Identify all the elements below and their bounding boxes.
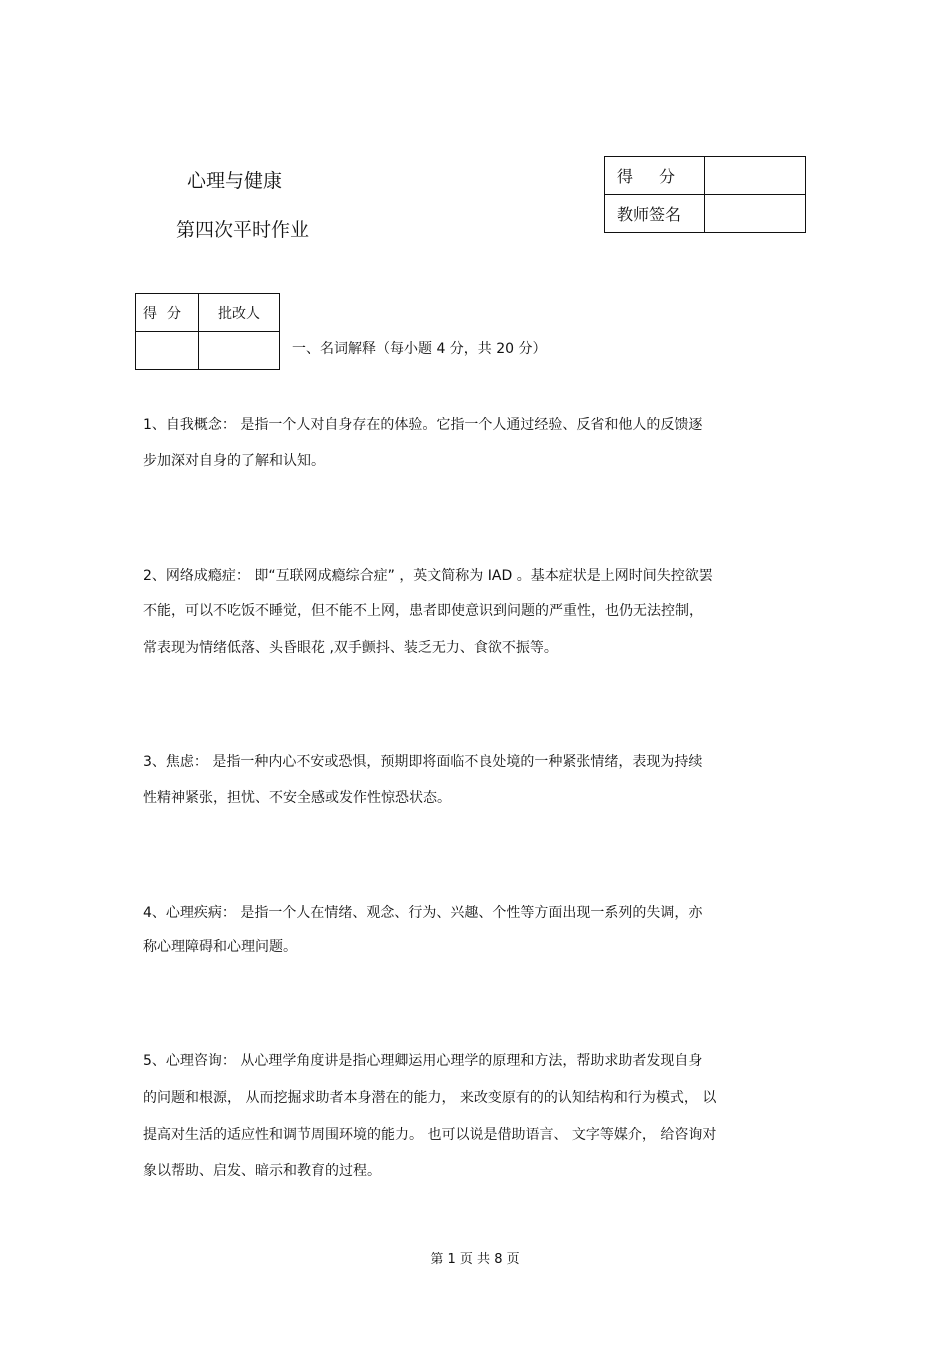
item-5-line-2: 的问题和根源， 从而挖掘求助者本身潜在的能力， 来改变原有的的认知结构和行为模式， 以 xyxy=(143,1090,717,1106)
item-3-line-1: 3、焦虑： 是指一种内心不安或恐惧，预期即将面临不良处境的一种紧张情绪，表现为持续 xyxy=(143,754,703,770)
signature-row xyxy=(605,195,806,233)
grader-value-row xyxy=(136,332,280,370)
grader-label-cell: 批改人 xyxy=(199,294,280,332)
grader-value-cell xyxy=(199,332,280,370)
grader-table xyxy=(135,293,280,370)
item-1-line-1: 1、自我概念： 是指一个人对自身存在的体验。它指一个人通过经验、反省和他人的反馈逐 xyxy=(143,417,703,433)
item-5-line-1: 5、心理咨询： 从心理学角度讲是指心理卿运用心理学的原理和方法，帮助求助者发现自身 xyxy=(143,1053,703,1069)
assignment-title: 第四次平时作业 xyxy=(176,219,310,241)
grader-score-label-cell xyxy=(136,294,199,332)
item-3-line-2: 性精神紧张，担忧、不安全感或发作性惊恐状态。 xyxy=(143,790,451,806)
item-4-line-1: 4、心理疾病： 是指一个人在情绪、观念、行为、兴趣、个性等方面出现一系列的失调，亦 xyxy=(143,905,703,921)
page-indicator: 第 1 页 共 8 页 xyxy=(430,1252,520,1267)
score-value-cell xyxy=(705,157,806,195)
item-4-line-2: 称心理障碍和心理问题。 xyxy=(143,939,297,955)
teacher-signature-label-cell: 教师签名 xyxy=(605,195,705,233)
score-label: 得分 xyxy=(617,167,702,186)
section-heading: 一、名词解释（每小题 4 分，共 20 分） xyxy=(292,341,547,357)
item-2-line-3: 常表现为情绪低落、头昏眼花 ,双手颤抖、装乏无力、食欲不振等。 xyxy=(143,640,558,656)
score-label-cell xyxy=(605,157,705,195)
score-row xyxy=(605,157,806,195)
score-signature-table xyxy=(604,156,806,233)
item-5-line-3: 提高对生活的适应性和调节周围环境的能力。 也可以说是借助语言、 文字等媒介， 给咨询对 xyxy=(143,1127,717,1143)
grader-score-label: 得分 xyxy=(143,305,191,322)
grader-score-value-cell xyxy=(136,332,199,370)
item-1-line-2: 步加深对自身的了解和认知。 xyxy=(143,453,325,469)
item-2-line-2: 不能，可以不吃饭不睡觉，但不能不上网，患者即使意识到问题的严重性，也仍无法控制， xyxy=(143,603,703,619)
item-5-line-4: 象以帮助、启发、暗示和教育的过程。 xyxy=(143,1163,381,1179)
course-title: 心理与健康 xyxy=(187,170,283,192)
item-2-line-1: 2、网络成瘾症： 即“互联网成瘾综合症” ，英文简称为 IAD 。基本症状是上网时间失控欲罢 xyxy=(143,568,713,584)
grader-header-row xyxy=(136,294,280,332)
teacher-signature-value-cell xyxy=(705,195,806,233)
